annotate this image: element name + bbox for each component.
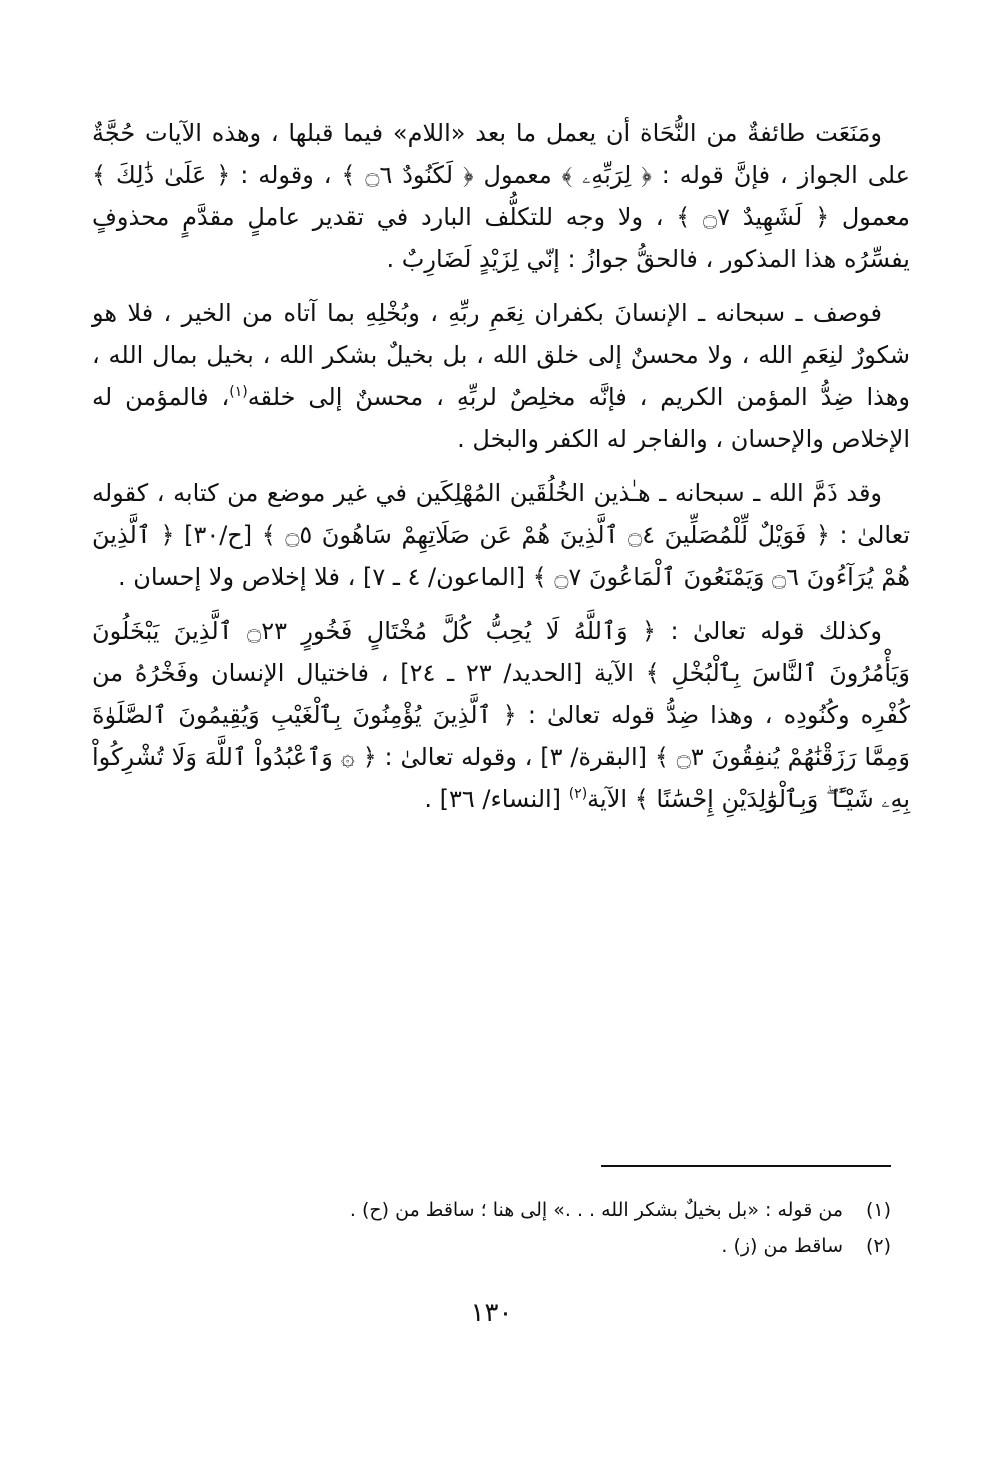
paragraph-3: وقد ذَمَّ الله ـ سبحانه ـ هـٰذين الخُلُقَين المُهْلِكَين في غير موضع من كتابه ، كقوله تعالىٰ : ﴿ فَوَيْلٌ لِّلْمُصَلِّينَ ۝٤ ٱلَّذِينَ هُمْ عَن صَلَاتِهِمْ سَاهُونَ ۝٥ ﴾ [ح/٣٠] ﴿ ٱلَّذِينَ هُمْ يُرَآءُونَ ۝٦ وَيَمْنَعُونَ ٱلْمَاعُونَ ۝٧ ﴾ [الماعون/ ٤ ـ ٧] ، فلا إخلاص ولا إحسان . [92,479,910,591]
footnote-text: ساقط من (ز) . [721,1235,843,1257]
footnote-number: (١) [865,1199,891,1221]
page-body [92,112,910,832]
paragraph-2-continuation: ، فالمؤمن له الإخلاص والإحسان ، والفاجر له [92,383,910,453]
paragraph-4-text: وكذلك قوله تعالىٰ : ﴿ وَٱللَّهُ لَا يُحِبُّ كُلَّ مُخْتَالٍ فَخُورٍ ۝٢٣ ٱلَّذِينَ يَبْخَلُونَ وَيَأْمُرُونَ ٱلنَّاسَ بِٱلْبُخْلِ ﴾ الآية [الحديد/ ٢٣ ـ ٢٤] ، فاختيال الإنسان وفَخْرُهُ من كُفْرِه وكُنُودِه ، وهذا ضِدُّ قوله تعالىٰ : ﴿ ٱلَّذِينَ يُؤْمِنُونَ بِٱلْغَيْبِ وَيُقِيمُونَ ٱلصَّلَوٰةَ وَمِمَّا رَزَقْنَٰهُمْ يُنفِقُونَ ۝٣ ﴾ [البقرة/ ٣] ، وقوله تعالىٰ : ﴿ ۞ وَٱعْبُدُواْ ٱللَّهَ وَلَا تُشْرِكُواْ بِهِۦ شَيْـًٔا ۖ وَبِٱلْوَٰلِدَيْنِ إِحْسَٰنًا ﴾ الآية [92,617,910,813]
paragraph-2-text: فوصف ـ سبحانه ـ الإنسانَ بكفران نِعَمِ ربِّهِ ، وبُخْلِهِ بما آتاه من الخير ، فلا هو شكورٌ لنِعَمِ الله ، ولا محسنٌ إلى خلق الله ، بل بخيلٌ بشكر الله ، بخيل بمال الله ، وهذا ضِدُّ المؤمن الكريم ، فإنَّه مخلِصٌ لربِّهِ ، محسنٌ إلى خلقه [92,299,910,411]
paragraph-4-citation: [النساء/ ٣٦] . [424,785,562,813]
footnote-separator [601,1165,891,1167]
footnote-ref-1: (١) [229,384,248,400]
paragraph-2 [92,292,910,460]
page-number: ١٣٠ [470,1298,513,1328]
footnote-text: من قوله : «بل بخيلٌ بشكر الله . . .» إلى هنا ؛ ساقط من (ح) . [349,1199,843,1221]
paragraph-2-end: الكفر والبخل . [457,425,600,453]
footnote-1 [73,1192,891,1228]
footnote-number: (٢) [865,1235,891,1257]
footnote-2 [73,1228,891,1264]
paragraph-1: ومَنَعَت طائفةٌ من النُّحَاة أن يعمل ما بعد «اللام» فيما قبلها ، وهذه الآيات حُجَّةٌ على الجواز ، فإنَّ قوله : ﴿ لِرَبِّهِۦ ﴾ معمول ﴿ لَكَنُودٌ ۝٦ ﴾ ، وقوله : ﴿ عَلَىٰ ذَٰلِكَ ﴾ معمول ﴿ لَشَهِيدٌ ۝٧ ﴾ ، ولا وجه للتكلُّف البارد في تقدير عاملٍ مقدَّمٍ محذوفٍ يفسِّرُه هذا المذكور ، فالحقُّ جوازُ : إنّي لِزَيْدٍ لَضَارِبٌ . [92,119,911,273]
footnotes [73,1192,891,1264]
paragraph-4 [92,610,910,820]
footnote-ref-2: (٢) [568,786,588,802]
